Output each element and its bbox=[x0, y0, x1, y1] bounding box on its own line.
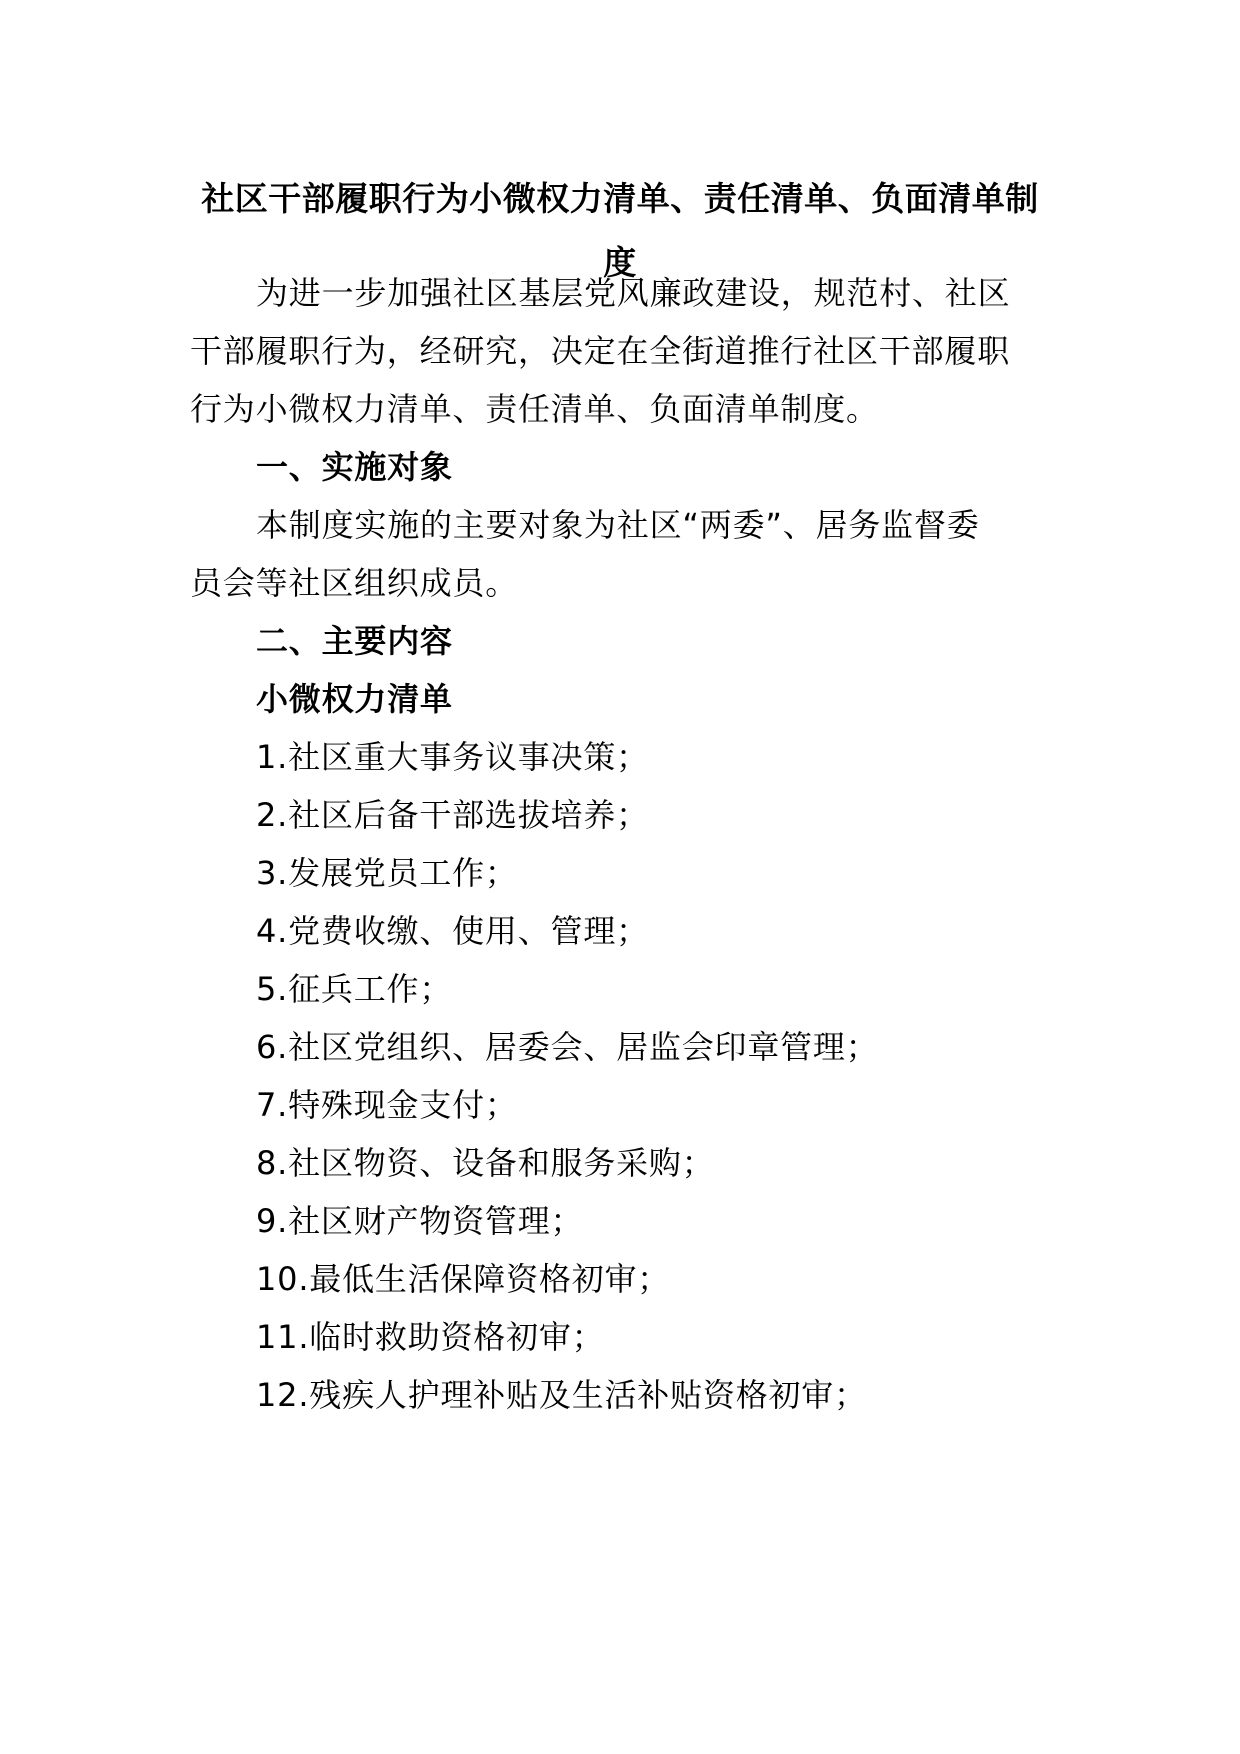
power-list-item: 6.社区党组织、居委会、居监会印章管理； bbox=[256, 1028, 879, 1066]
intro-line-3: 行为小微权力清单、责任清单、负面清单制度。 bbox=[190, 390, 879, 428]
power-list-item: 10.最低生活保障资格初审； bbox=[256, 1260, 671, 1298]
section1-line-2: 员会等社区组织成员。 bbox=[190, 564, 519, 602]
power-list-item: 1.社区重大事务议事决策； bbox=[256, 738, 649, 776]
power-list-item: 8.社区物资、设备和服务采购； bbox=[256, 1144, 715, 1182]
section2-heading: 二、主要内容 bbox=[256, 622, 453, 660]
power-list-item: 3.发展党员工作； bbox=[256, 854, 518, 892]
power-list-item: 9.社区财产物资管理； bbox=[256, 1202, 584, 1240]
power-list-subheading: 小微权力清单 bbox=[256, 680, 453, 718]
intro-line-1: 为进一步加强社区基层党风廉政建设，规范村、社区 bbox=[256, 274, 1011, 312]
power-list-item: 5.征兵工作； bbox=[256, 970, 453, 1008]
power-list-item: 2.社区后备干部选拔培养； bbox=[256, 796, 649, 834]
power-list-item: 11.临时救助资格初审； bbox=[256, 1318, 605, 1356]
power-list-item: 7.特殊现金支付； bbox=[256, 1086, 518, 1124]
section1-line-1: 本制度实施的主要对象为社区“两委”、居务监督委 bbox=[256, 506, 980, 544]
document-title: 社区干部履职行为小微权力清单、责任清单、负面清单制度 bbox=[201, 179, 1039, 282]
power-list-item: 12.残疾人护理补贴及生活补贴资格初审； bbox=[256, 1376, 867, 1414]
power-list-item: 4.党费收缴、使用、管理； bbox=[256, 912, 649, 950]
intro-line-2: 干部履职行为，经研究，决定在全街道推行社区干部履职 bbox=[190, 332, 1011, 370]
section1-heading: 一、实施对象 bbox=[256, 448, 453, 486]
